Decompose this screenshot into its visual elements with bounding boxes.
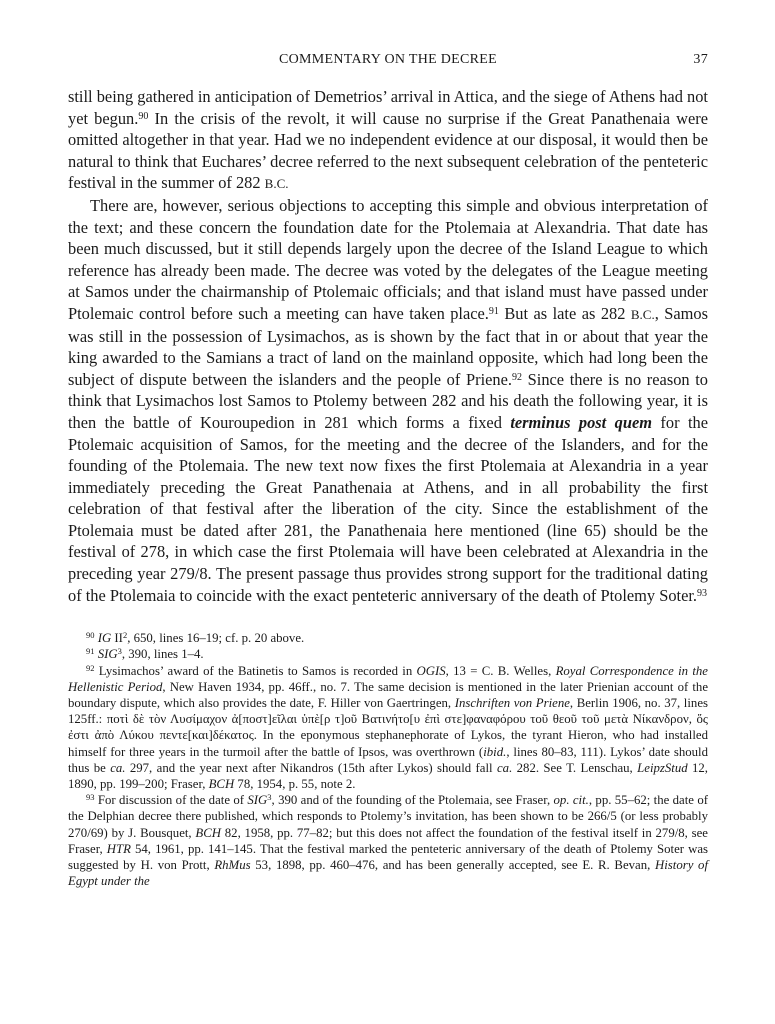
footnotes bbox=[68, 630, 708, 889]
footnote-ref-90[interactable]: 90 bbox=[138, 110, 149, 122]
footnote-92: $^{92}$ Lysimachos’ award of the Batinetis to Samos is recorded in OGIS, 13 = C. B. Welles, Royal Correspondence in the Hellenistic Period, New Haven 1934, pp. 46ff., no. 7. The same decision is mentioned in the later Prienian account of the boundary dispute, which also provides the date, F. Hiller von Gaertringen, Inschriften von Priene, Berlin 1906, no. 37, lines 125ff.: ποτὶ δὲ τὸν Λυσίμαχον ἀ[ποστ]εῖλαι ὑπὲ[ρ τ]οῦ Βατινήτο[υ ἐπὶ στε]φαναφόρου τοῦ θεοῦ τοῦ μετὰ Νίκανδρον, ὅς ἐστι ἀπὸ Λύκου πεντε[και]δέκατος. In the eponymous stephanephorate of Lykos, the tyrant Hieron, who had installed himself for three years in the turmoil after the battle of Ipsos, was overthrown (ibid., lines 80–83, 111). Lykos’ date should thus be ca. 297, and the year next after Nikandros (15th after Lykos) should fall ca. 282. See T. Lenschau, LeipzStud 12, 1890, pp. 199–200; Fraser, BCH 78, 1954, p. 55, note 2. bbox=[68, 662, 709, 792]
paragraph-2: There are, however, serious objections to accepting this simple and obvious interpretation of the text; and these concern the foundation date for the Ptolemaia at Alexandria. That date has been much discussed, but it still depends largely upon the decree of the Island League to which reference has already been made. The decree was voted by the delegates of the League meeting at Samos under the chairmanship of Ptolemaic officials; and that island must have passed under Ptolemaic control before such a meeting can have taken place.$^{91}$ But as late as 282 B.C., Samos was still in the possession of Lysimachos, as is shown by the fact that in or about that year the king awarded to the Samians a tract of land on the mainland opposite, which had long been the subject of dispute between the islanders and the people of Priene.$^{92}$ Since there is no reason to think that Lysimachos lost Samos to Ptolemy between 282 and his death the following year, it is then the battle of Kouroupedion in 281 which forms a fixed terminus post quem for the Ptolemaic acquisition of Samos, for the meeting and the decree of the Islanders, and for the founding of the Ptolemaia. The new text now fixes the first Ptolemaia at Alexandria in a year immediately preceding the Great Panathenaia at Athens, and in all probability the first celebration of that festival after the liberation of the city. Since the establishment of the Ptolemaia must be dated after 281, the Panathenaia here mentioned (line 65) should be the festival of 278, in which case the first Ptolemaia will have been celebrated at Alexandria in the preceding year 279/8. The present passage thus provides strong support for the traditional dating of the Ptolemaia to coincide with the exact penteteric anniversary of the death of Ptolemy Soter.$^{93}$ bbox=[68, 195, 708, 605]
paragraph-1: still being gathered in anticipation of Demetrios’ arrival in Attica, and the siege of Athens had not yet begun.$^{90}$ In the crisis of the revolt, it will cause no surprise if the Great Panathenaia were omitted altogether in that year. Had we no independent evidence at our disposal, it would then be natural to think that Euchares’ decree referred to the next subsequent celebration of the penteteric festival in the summer of 282 B.C. bbox=[68, 87, 708, 193]
page-number: 37 bbox=[693, 52, 708, 67]
running-title: COMMENTARY ON THE DECREE bbox=[278, 52, 498, 67]
footnote-ref-92[interactable]: 92 bbox=[511, 371, 522, 383]
page bbox=[68, 52, 708, 890]
footnote-93: $^{93}$ For discussion of the date of SIG$^3$, 390 and of the founding of the Ptolemaia, see Fraser, op. cit., pp. 55–62; the date of the Delphian decree there published, which responds to Ptolemy’s invitation, has been shown to be 266/5 (or less probably 270/69) by J. Bousquet, BCH 82, 1958, pp. 77–82; but this does not affect the foundation of the festival itself in 279/8, see Fraser, HTR 54, 1961, pp. 141–145. That the festival marked the penteteric anniversary of the death of Ptolemy Soter was suggested by H. von Prott, RhMus 53, 1898, pp. 460–476, and has been generally accepted, see E. R. Bevan, History of Egypt under the bbox=[68, 792, 708, 889]
latin-term: terminus post quem bbox=[510, 412, 652, 432]
body-text bbox=[68, 86, 708, 606]
footnote-ref-93[interactable]: 93 bbox=[697, 587, 708, 599]
footnote-90: $^{90}$ IG $II^2$, 650, lines 16–19; cf. p. 20 above. bbox=[86, 630, 305, 646]
running-head bbox=[68, 52, 708, 76]
footnote-ref-91[interactable]: 91 bbox=[488, 305, 499, 317]
footnote-91: $^{91}$ SIG$^3$, 390, lines 1–4. bbox=[86, 646, 204, 662]
